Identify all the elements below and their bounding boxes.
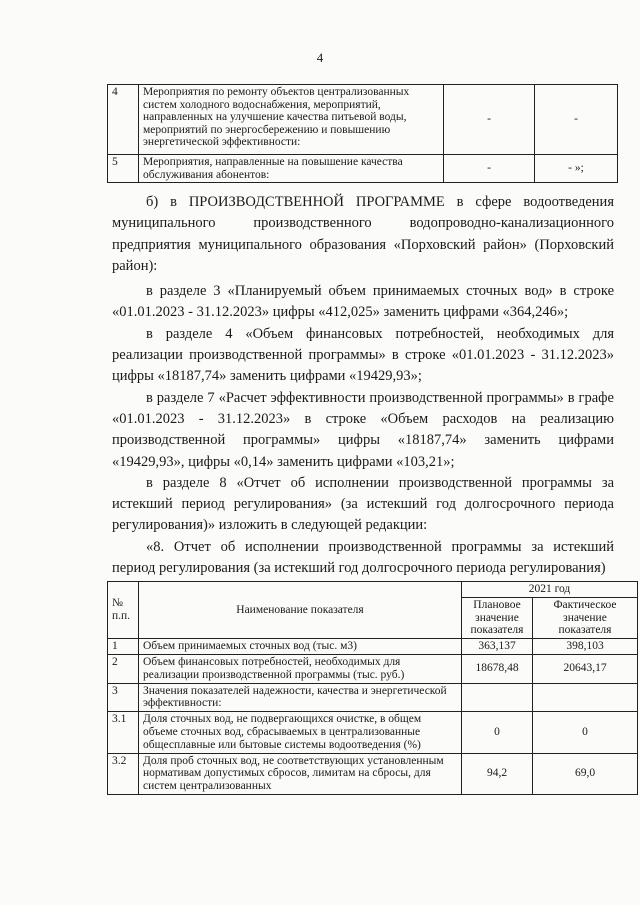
paragraph: в разделе 8 «Отчет об исполнении производственной программы за истекший период регулирования» (за истекший год долгосрочного периода регулирования)» изложить в следующей редакции: xyxy=(112,474,614,534)
fact-value: 398,103 xyxy=(533,639,638,655)
header-number: № п.п. xyxy=(108,582,139,639)
table-row xyxy=(108,639,638,655)
header-plan: Плановое значение показателя xyxy=(462,597,533,638)
header-fact: Фактическое значение показателя xyxy=(533,597,638,638)
plan-value xyxy=(462,683,533,712)
row-number: 1 xyxy=(108,639,139,655)
paragraph: в разделе 4 «Объем финансовых потребностей, необходимых для реализации производственной программы» в строке «01.01.2023 - 31.12.2023» цифры «18187,74» заменить цифрами «19429,93»; xyxy=(112,325,614,385)
measure-text: Мероприятия, направленные на повышение качества обслуживания абонентов: xyxy=(139,155,444,183)
row-number: 5 xyxy=(108,155,139,183)
table-row xyxy=(108,85,618,155)
plan-value: 94,2 xyxy=(462,753,533,794)
indicator-name: Значения показателей надежности, качества и энергетической эффективности: xyxy=(139,683,462,712)
measure-text: Мероприятия по ремонту объектов централизованных систем холодного водоснабжения, мероприятий, направленных на улучшение качества питьевой воды, мероприятий по энергосбережению и повышению энергетической эффективности: xyxy=(139,85,444,155)
indicator-name: Объем принимаемых сточных вод (тыс. м3) xyxy=(139,639,462,655)
row-number: 3.1 xyxy=(108,712,139,753)
row-number: 2 xyxy=(108,654,139,683)
measure-value-2: - »; xyxy=(535,155,618,183)
measures-table xyxy=(107,84,618,183)
paragraph: б) в ПРОИЗВОДСТВЕННОЙ ПРОГРАММЕ в сфере водоотведения муниципального производственного водопроводно-канализационного предприятия муниципального образования «Порховский район» (Порховский район): xyxy=(112,194,614,274)
table-header-row xyxy=(108,582,638,598)
fact-value: 20643,17 xyxy=(533,654,638,683)
document-body xyxy=(112,192,614,579)
measure-value-1: - xyxy=(444,155,535,183)
plan-value: 18678,48 xyxy=(462,654,533,683)
indicator-name: Доля сточных вод, не подвергающихся очистке, в общем объеме сточных вод, сбрасываемых в централизованные общесплавные или бытовые системы водоотведения (%) xyxy=(139,712,462,753)
row-number: 4 xyxy=(108,85,139,155)
indicator-name: Объем финансовых потребностей, необходимых для реализации производственной программы (тыс. руб.) xyxy=(139,654,462,683)
plan-value: 0 xyxy=(462,712,533,753)
page-number: 4 xyxy=(316,50,324,65)
header-name: Наименование показателя xyxy=(139,582,462,639)
measure-value-2: - xyxy=(535,85,618,155)
table-row xyxy=(108,155,618,183)
paragraph: в разделе 7 «Расчет эффективности производственной программы» в графе «01.01.2023 - 31.12.2023» в строке «Объем расходов на реализацию производственной программы» цифры «18187,74» заменить цифрами «19429,93», цифры «0,14» заменить цифрами «103,21»; xyxy=(112,389,614,470)
header-year: 2021 год xyxy=(462,582,638,598)
table-row xyxy=(108,654,638,683)
indicator-name: Доля проб сточных вод, не соответствующих установленным нормативам допустимых сбросов, лимитам на сбросы, для систем централизованных xyxy=(139,753,462,794)
plan-value: 363,137 xyxy=(462,639,533,655)
fact-value: 69,0 xyxy=(533,753,638,794)
paragraph: в разделе 3 «Планируемый объем принимаемых сточных вод» в строке «01.01.2023 - 31.12.2023» цифры «412,025» заменить цифрами «364,246»; xyxy=(112,283,614,321)
measure-value-1: - xyxy=(444,85,535,155)
table-row xyxy=(108,683,638,712)
paragraph: «8. Отчет об исполнении производственной программы за истекший период регулирования (за истекший год долгосрочного периода регулирования) xyxy=(112,538,614,577)
fact-value: 0 xyxy=(533,712,638,753)
report-table xyxy=(107,581,638,795)
table-row xyxy=(108,753,638,794)
row-number: 3 xyxy=(108,683,139,712)
fact-value xyxy=(533,683,638,712)
table-row xyxy=(108,712,638,753)
row-number: 3.2 xyxy=(108,753,139,794)
